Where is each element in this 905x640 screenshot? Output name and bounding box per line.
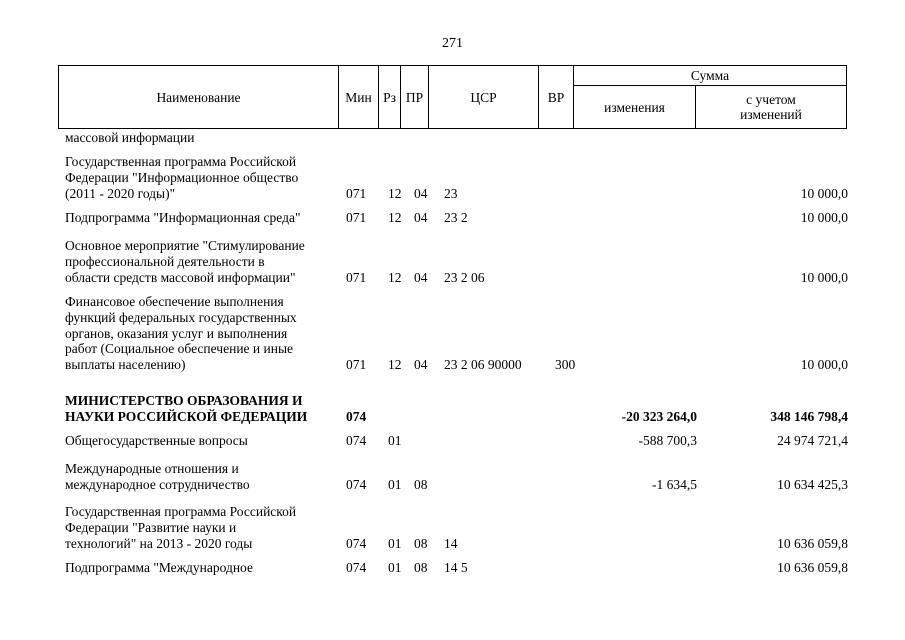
row-rz: 12 — [388, 210, 402, 225]
row-rz: 01 — [388, 560, 402, 575]
row-change: -1 634,5 — [652, 476, 697, 492]
row-min: 071 — [346, 210, 367, 225]
row-name-line: (2011 - 2020 годы)" — [65, 185, 176, 201]
table-row — [58, 504, 853, 551]
row-csr: 14 5 — [444, 560, 468, 575]
row-min: 074 — [346, 408, 367, 424]
row-name — [65, 393, 335, 425]
table-row — [58, 560, 853, 576]
row-name-line: Основное мероприятие "Стимулирование — [65, 238, 305, 253]
row-name — [65, 461, 335, 493]
row-total: 10 000,0 — [800, 210, 848, 225]
row-rz: 12 — [388, 269, 402, 285]
table-row — [58, 461, 853, 493]
row-min: 074 — [346, 560, 367, 575]
header-total — [696, 86, 847, 129]
row-total: 10 634 425,3 — [777, 476, 848, 492]
row-total: 10 000,0 — [800, 269, 848, 285]
row-min: 071 — [346, 357, 367, 373]
row-name-line: международное сотрудничество — [65, 476, 250, 492]
row-change: -20 323 264,0 — [621, 408, 697, 424]
row-rz: 12 — [388, 357, 402, 373]
row-pr: 08 — [414, 535, 428, 551]
row-name — [65, 238, 335, 285]
row-name-line: массовой информации — [65, 130, 195, 145]
header-sum: Сумма — [574, 66, 847, 86]
row-rz: 01 — [388, 535, 402, 551]
row-total: 10 636 059,8 — [777, 560, 848, 575]
row-name-line: НАУКИ РОССИЙСКОЙ ФЕДЕРАЦИИ — [65, 408, 308, 424]
row-min: 071 — [346, 185, 367, 201]
row-csr: 23 2 06 — [444, 269, 485, 285]
row-name-line: функций федеральных государственных — [65, 309, 297, 325]
row-name-line: области средств массовой информации" — [65, 269, 296, 285]
table-row — [58, 393, 853, 425]
row-min: 074 — [346, 535, 367, 551]
table-header — [58, 65, 847, 129]
row-name-line: Федерации "Развитие науки и — [65, 519, 237, 535]
row-total: 24 974 721,4 — [777, 433, 848, 448]
table-row — [58, 433, 853, 449]
header-min: Мин — [339, 66, 379, 129]
row-name-line: Финансовое обеспечение выполнения — [65, 294, 284, 309]
header-total-line1: с учетом — [746, 92, 796, 107]
header-change: изменения — [574, 86, 696, 129]
table-row — [58, 130, 853, 146]
row-vr: 300 — [555, 357, 576, 373]
header-vr: ВР — [539, 66, 574, 129]
row-name-line: Государственная программа Российской — [65, 154, 297, 169]
table-row — [58, 154, 853, 201]
row-rz: 12 — [388, 185, 402, 201]
row-name-line: органов, оказания услуг и выполнения — [65, 325, 288, 341]
row-total: 10 000,0 — [800, 185, 848, 201]
row-name-line: Общегосударственные вопросы — [65, 433, 248, 448]
row-name — [65, 130, 335, 146]
table-row — [58, 210, 853, 226]
row-change: -588 700,3 — [638, 433, 697, 448]
row-total: 10 636 059,8 — [777, 535, 848, 551]
row-total: 10 000,0 — [800, 357, 848, 373]
row-pr: 04 — [414, 357, 428, 373]
row-name-line: Федерации "Информационное общество — [65, 169, 299, 185]
row-total: 348 146 798,4 — [770, 408, 848, 424]
row-rz: 01 — [388, 433, 402, 448]
row-pr: 08 — [414, 560, 428, 575]
row-name — [65, 210, 335, 226]
row-csr: 14 — [444, 535, 458, 551]
page-number: 271 — [442, 36, 463, 51]
row-name — [65, 560, 335, 576]
row-name — [65, 504, 335, 551]
row-min: 071 — [346, 269, 367, 285]
header-total-line2: изменений — [740, 107, 802, 122]
row-pr: 04 — [414, 185, 428, 201]
header-csr: ЦСР — [429, 66, 539, 129]
row-csr: 23 2 — [444, 210, 468, 225]
row-name-line: МИНИСТЕРСТВО ОБРАЗОВАНИЯ И — [65, 393, 303, 408]
row-pr: 08 — [414, 476, 428, 492]
row-name-line: Международные отношения и — [65, 461, 239, 476]
row-name-line: Подпрограмма "Международное — [65, 560, 253, 575]
row-min: 074 — [346, 476, 367, 492]
row-name-line: работ (Социальное обеспечение и иные — [65, 341, 294, 357]
row-name-line: Государственная программа Российской — [65, 504, 297, 519]
row-name — [65, 433, 335, 449]
row-name — [65, 294, 335, 373]
row-name-line: технологий" на 2013 - 2020 годы — [65, 535, 253, 551]
table-row — [58, 238, 853, 285]
row-min: 074 — [346, 433, 367, 448]
header-name: Наименование — [59, 66, 339, 129]
row-name — [65, 154, 335, 201]
row-rz: 01 — [388, 476, 402, 492]
row-name-line: выплаты населению) — [65, 357, 186, 373]
row-pr: 04 — [414, 269, 428, 285]
row-name-line: профессиональной деятельности в — [65, 253, 265, 269]
header-rz: Рз — [379, 66, 401, 129]
row-pr: 04 — [414, 210, 428, 225]
row-csr: 23 2 06 90000 — [444, 357, 522, 373]
header-pr: ПР — [401, 66, 429, 129]
table-row — [58, 294, 853, 373]
row-name-line: Подпрограмма "Информационная среда" — [65, 210, 301, 225]
row-csr: 23 — [444, 185, 458, 201]
